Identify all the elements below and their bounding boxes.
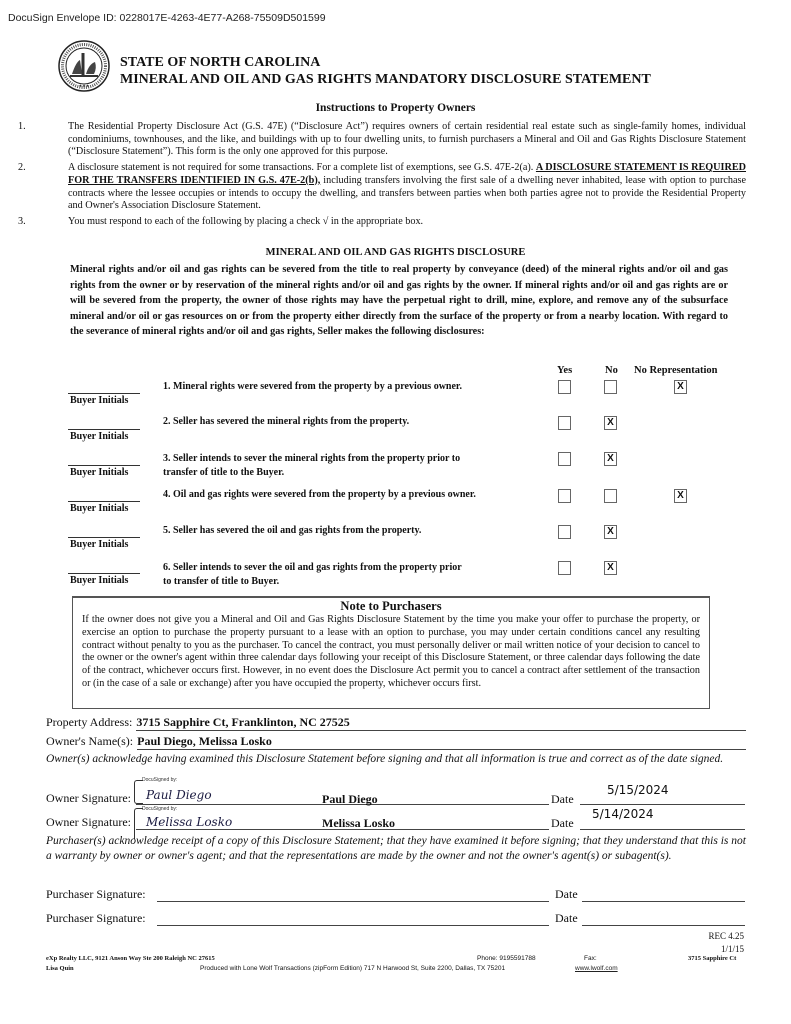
owner-signature-label-2: Owner Signature: [46, 815, 131, 829]
date-label-2: Date [551, 816, 574, 830]
owner-date-line-2[interactable] [580, 829, 745, 830]
column-no-representation: No Representation [634, 365, 718, 376]
buyer-initials-label: Buyer Initials [70, 431, 129, 442]
owner-names-row [46, 734, 746, 750]
buyer-initials-field-4[interactable] [68, 501, 140, 502]
note-body: If the owner does not give you a Mineral and Oil and Gas Rights Disclosure Statement by the time you make your offer to purchase the property, or exercise an option to purchase the property pursuant to a lease with an option to purchase, you may under certain conditions cancel any resulting contract without penalty to you as the purchaser. To cancel the contract, you must personally deliver or mail written notice of your decision to cancel to the owner or the owner's agent within three calendar days following your receipt of this Disclosure Statement, or three calendar days following the date of the contract, whichever occurs first. However, in no event does the Disclosure Act permit you to cancel a contract after settlement of the transaction or (in the case of a sale or exchange) after you have occupied the property, whichever occurs first. [82, 614, 700, 689]
nc-seal-icon [58, 40, 110, 92]
footer-agent: Lisa Quin [46, 965, 74, 972]
instructions-heading: Instructions to Property Owners [315, 102, 476, 114]
title-line-1: STATE OF NORTH CAROLINA [120, 55, 321, 70]
q6-yes-checkbox[interactable] [558, 561, 571, 575]
property-address-row [46, 715, 746, 731]
owner-date-line-1[interactable] [580, 804, 745, 805]
disclosure-heading: MINERAL AND OIL AND GAS RIGHTS DISCLOSURE [265, 247, 526, 258]
footer-website-link[interactable]: www.lwolf.com [575, 965, 618, 972]
buyer-initials-label: Buyer Initials [70, 395, 129, 406]
form-id [708, 930, 744, 956]
q1-no-checkbox[interactable] [604, 380, 617, 394]
instruction-item-2: 2. A disclosure statement is not required for some transactions. For a complete list of exemptions, see G.S. 47E-2(a). A DISCLOSURE STATEMENT IS REQUIRED FOR THE TRANSFERS IDENTIFIED IN G.S. 47E-2(b), including transfers involving the first sale of a dwelling never inhabited, lease with option to purchase contracts where the lessee occupies or intends to occupy the dwelling, and transfers between parties when both parties agree not to provide the Residential Property and Owner's Association Disclosure Statement. [18, 162, 747, 212]
buyer-initials-field-1[interactable] [68, 393, 140, 394]
q3-yes-checkbox[interactable] [558, 452, 571, 466]
property-address-field[interactable]: 3715 Sapphire Ct, Franklinton, NC 27525 [136, 715, 746, 731]
form-code: REC 4.25 [708, 931, 744, 941]
docusigned-by-tag-1: DocuSigned by: [142, 777, 178, 783]
docusign-bracket-1 [134, 780, 143, 804]
buyer-initials-label: Buyer Initials [70, 503, 129, 514]
q4-no-checkbox[interactable] [604, 489, 617, 503]
instructions-list [18, 121, 746, 232]
buyer-initials-field-3[interactable] [68, 465, 140, 466]
column-yes: Yes [557, 365, 573, 376]
form-revision-date: 1/1/15 [720, 944, 744, 954]
question-4: 4. Oil and gas rights were severed from the property by a previous owner. [163, 489, 476, 500]
buyer-initials-field-5[interactable] [68, 537, 140, 538]
purchaser-date-field-1[interactable] [582, 901, 745, 902]
footer-fax: Fax: [584, 955, 597, 962]
purchaser-date-field-2[interactable] [582, 925, 745, 926]
owner-signature-1: Paul Diego [146, 788, 212, 802]
purchaser-date-label-2: Date [555, 911, 578, 925]
q4-no-representation-checkbox[interactable]: X [674, 489, 687, 503]
note-title: Note to Purchasers [340, 599, 442, 613]
owner-date-2: 5/14/2024 [592, 807, 654, 821]
purchaser-date-label-1: Date [555, 887, 578, 901]
footer-brokerage: eXp Realty LLC, 9121 Anson Way Ste 200 Raleigh NC 27615 [46, 955, 215, 962]
question-5: 5. Seller has severed the oil and gas rights from the property. [163, 525, 422, 536]
disclosure-body: Mineral rights and/or oil and gas rights can be severed from the title to real property by conveyance (deed) of the mineral rights and/or oil and gas rights from the owner or by reservation of the mineral rights and/or oil and gas rights by the owner. If mineral rights and/or oil and gas rights are or will be severed from the property, the owner of those rights may have the perpetual right to drill, mine, explore, and remove any of the subsurface mineral and/or oil or gas resources on or from the property either directly from the surface of the property or from a nearby location. With regard to the severance of mineral rights and/or oil and gas rights, Seller makes the following disclosures: [70, 264, 728, 337]
title-line-2: MINERAL AND OIL AND GAS RIGHTS MANDATORY DISCLOSURE STATEMENT [120, 72, 651, 87]
document-title [120, 54, 651, 88]
owner-date-1: 5/15/2024 [607, 783, 669, 797]
docusigned-by-tag-2: DocuSigned by: [142, 806, 178, 812]
owner-printed-name-1: Paul Diego [322, 792, 378, 806]
owner-signature-label-1: Owner Signature: [46, 791, 131, 805]
buyer-initials-label: Buyer Initials [70, 575, 129, 586]
instruction-item-1: 1. The Residential Property Disclosure Act (G.S. 47E) (“Disclosure Act”) requires owners of certain residential real estate such as single-family homes, individual condominiums, townhouses, and the like, and buildings with up to four dwelling units, to furnish purchasers a Mineral and Oil and Gas Rights Disclosure Statement (“Disclosure Statement”). This form is the only one approved for this purpose. [18, 121, 746, 158]
owner-printed-name-2: Melissa Losko [322, 816, 396, 830]
q2-no-checkbox[interactable]: X [604, 416, 617, 430]
date-label-1: Date [551, 792, 574, 806]
question-3: 3. Seller intends to sever the mineral rights from the property prior to transfer of title to the Buyer. [163, 453, 461, 478]
question-1: 1. Mineral rights were severed from the property by a previous owner. [163, 381, 462, 392]
svg-text:★★★: ★★★ [78, 83, 90, 88]
instruction-item-3: 3. You must respond to each of the following by placing a check √ in the appropriate box. [18, 215, 424, 227]
purchaser-signature-label-2: Purchaser Signature: [46, 911, 146, 925]
buyer-initials-field-2[interactable] [68, 429, 140, 430]
buyer-initials-field-6[interactable] [68, 573, 140, 574]
statute-reference-emphasis: A DISCLOSURE STATEMENT IS REQUIRED FOR THE TRANSFERS IDENTIFIED IN G.S. 47E-2(b), [68, 162, 747, 186]
footer-phone: Phone: 9195591788 [477, 955, 536, 962]
q6-no-checkbox[interactable]: X [604, 561, 617, 575]
q5-no-checkbox[interactable]: X [604, 525, 617, 539]
footer-produced-by: Produced with Lone Wolf Transactions (zipForm Edition) 717 N Harwood St, Suite 2200, Dallas, TX 75201 [200, 965, 506, 972]
q5-yes-checkbox[interactable] [558, 525, 571, 539]
q2-yes-checkbox[interactable] [558, 416, 571, 430]
purchaser-signature-field-1[interactable] [157, 901, 549, 902]
note-to-purchasers-box [72, 596, 710, 709]
owner-signature-2: Melissa Losko [146, 815, 233, 829]
purchaser-acknowledgement: Purchaser(s) acknowledge receipt of a copy of this Disclosure Statement; that they have examined it before signing; that they understand that this is not a warranty by owner or owner's agent; and that the representations are made by the owner and not the owner's agent(s) or subagent(s). [46, 835, 746, 862]
purchaser-signature-field-2[interactable] [157, 925, 549, 926]
question-6: 6. Seller intends to sever the oil and gas rights from the property prior to transfer of title to Buyer. [163, 562, 462, 587]
owner-names-label: Owner's Name(s): [46, 734, 134, 748]
docusign-envelope-id: DocuSign Envelope ID: 0228017E-4263-4E77-A268-75509D501599 [8, 12, 326, 24]
property-address-label: Property Address: [46, 715, 133, 729]
purchaser-signature-label-1: Purchaser Signature: [46, 887, 146, 901]
q3-no-checkbox[interactable]: X [604, 452, 617, 466]
owner-acknowledgement: Owner(s) acknowledge having examined this Disclosure Statement before signing and that all information is true and correct as of the date signed. [46, 753, 724, 765]
q1-yes-checkbox[interactable] [558, 380, 571, 394]
buyer-initials-label: Buyer Initials [70, 539, 129, 550]
column-no: No [605, 365, 618, 376]
buyer-initials-label: Buyer Initials [70, 467, 129, 478]
q1-no-representation-checkbox[interactable]: X [674, 380, 687, 394]
owner-names-field[interactable]: Paul Diego, Melissa Losko [137, 734, 746, 750]
question-2: 2. Seller has severed the mineral rights from the property. [163, 416, 410, 427]
footer-property-ref: 3715 Sapphire Ct [688, 955, 737, 962]
q4-yes-checkbox[interactable] [558, 489, 571, 503]
